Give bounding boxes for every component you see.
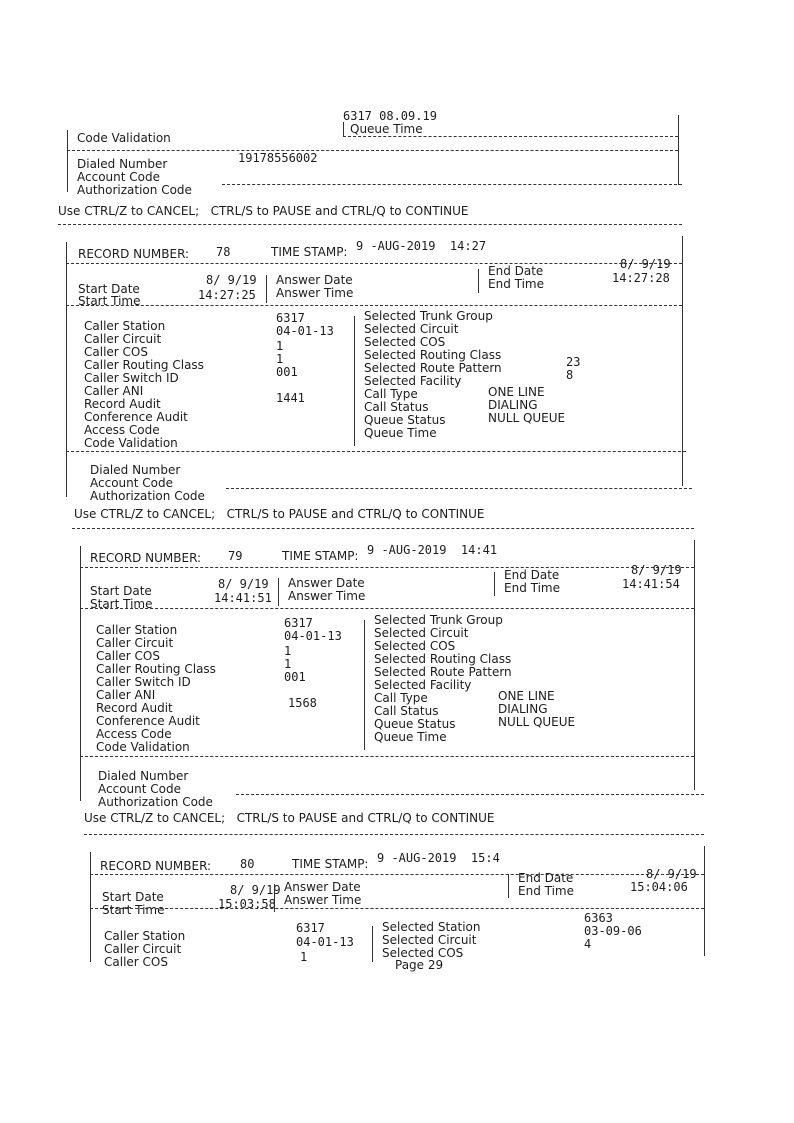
facility: 8	[566, 368, 574, 382]
end-time-label: End Time	[488, 277, 544, 291]
call-status-label: Call Status	[364, 400, 429, 414]
divider	[343, 136, 678, 137]
answer-time-label: Answer Time	[284, 893, 362, 907]
code-validation-label: Code Validation	[77, 131, 171, 145]
answer-time-label: Answer Time	[288, 589, 366, 603]
end-date: 8/ 9/19	[646, 867, 697, 881]
selected-station-label: Selected Station	[382, 920, 481, 934]
account-code-label: Account Code	[98, 782, 181, 796]
conference-audit-label: Conference Audit	[96, 714, 200, 728]
caller-cos-label: Caller COS	[84, 345, 148, 359]
route-pattern: 23	[566, 355, 581, 369]
divider	[67, 150, 678, 151]
queue-time-label: Queue Time	[350, 122, 423, 136]
selected-cos-label: Selected COS	[364, 335, 446, 349]
start-date: 8/ 9/19	[206, 273, 257, 287]
caller-switch-id: 001	[276, 365, 298, 379]
divider	[72, 528, 694, 529]
conference-audit-label: Conference Audit	[84, 410, 188, 424]
time-stamp-label: TIME STAMP:	[292, 857, 369, 871]
caller-circuit: 04-01-13	[276, 324, 334, 338]
answer-date-label: Answer Date	[284, 880, 361, 894]
start-time-label: Start Time	[102, 903, 165, 917]
queue-status: NULL QUEUE	[498, 715, 576, 729]
control-line: Use CTRL/Z to CANCEL; CTRL/S to PAUSE and CTRL/Q to CONTINUE	[84, 811, 495, 825]
caller-switch-id: 001	[284, 670, 306, 684]
caller-ani-label: Caller ANI	[96, 688, 156, 702]
selected-circuit-label: Selected Circuit	[364, 322, 459, 336]
queue-time-label: Queue Time	[374, 730, 447, 744]
caller-cos: 1	[284, 644, 292, 658]
selected-route-pattern-label: Selected Route Pattern	[364, 361, 502, 375]
caller-switch-id-label: Caller Switch ID	[84, 371, 179, 385]
record-number-label: RECORD NUMBER:	[100, 859, 212, 873]
answer-date-label: Answer Date	[276, 273, 353, 287]
answer-date-label: Answer Date	[288, 576, 365, 590]
selected-cos: 4	[584, 937, 592, 951]
caller-station-label: Caller Station	[104, 929, 186, 943]
caller-station-label: Caller Station	[96, 623, 178, 637]
authorization-code-label: Authorization Code	[77, 183, 192, 197]
caller-cos: 1	[300, 950, 308, 964]
call-type-label: Call Type	[374, 691, 428, 705]
caller-switch-id-label: Caller Switch ID	[96, 675, 191, 689]
selected-routing-class-label: Selected Routing Class	[364, 348, 502, 362]
divider	[58, 224, 682, 225]
call-type: ONE LINE	[498, 689, 555, 703]
caller-cos: 1	[276, 339, 284, 353]
end-time: 14:41:54	[622, 577, 680, 591]
page-header: 6317 08.09.19	[343, 109, 437, 123]
dialed-number-label: Dialed Number	[98, 769, 189, 783]
time-stamp: 9 -AUG-2019 15:4	[377, 851, 500, 865]
divider	[343, 122, 344, 136]
caller-circuit-label: Caller Circuit	[84, 332, 162, 346]
time-stamp-label: TIME STAMP:	[282, 549, 359, 563]
queue-status-label: Queue Status	[374, 717, 456, 731]
call-record	[66, 236, 686, 506]
divider	[678, 115, 679, 185]
end-time: 14:27:28	[612, 271, 670, 285]
record-audit: 1441	[276, 391, 305, 405]
end-date-label: End Date	[504, 568, 560, 582]
queue-status-label: Queue Status	[364, 413, 446, 427]
selected-trunk-group-label: Selected Trunk Group	[364, 309, 493, 323]
call-type: ONE LINE	[488, 385, 545, 399]
record-number-label: RECORD NUMBER:	[78, 247, 190, 261]
authorization-code-label: Authorization Code	[98, 795, 213, 809]
start-date-label: Start Date	[78, 282, 140, 296]
authorization-code-label: Authorization Code	[90, 489, 205, 503]
call-type-label: Call Type	[364, 387, 418, 401]
selected-facility-label: Selected Facility	[364, 374, 462, 388]
caller-circuit: 04-01-13	[296, 935, 354, 949]
caller-circuit: 04-01-13	[284, 629, 342, 643]
caller-station: 6317	[276, 311, 305, 325]
selected-circuit: 03-09-06	[584, 924, 642, 938]
selected-cos-label: Selected COS	[374, 639, 456, 653]
end-date-label: End Date	[518, 871, 574, 885]
selected-facility-label: Selected Facility	[374, 678, 472, 692]
selected-circuit-label: Selected Circuit	[382, 933, 477, 947]
record-audit-label: Record Audit	[84, 397, 161, 411]
caller-routing-class-label: Caller Routing Class	[84, 358, 204, 372]
end-date-label: End Date	[488, 264, 544, 278]
start-time: 14:41:51	[214, 591, 272, 605]
end-time: 15:04:06	[630, 880, 688, 894]
control-line: Use CTRL/Z to CANCEL; CTRL/S to PAUSE and CTRL/Q to CONTINUE	[74, 507, 485, 521]
queue-status: NULL QUEUE	[488, 411, 566, 425]
divider	[67, 130, 68, 192]
account-code-label: Account Code	[90, 476, 173, 490]
selected-routing-class-label: Selected Routing Class	[374, 652, 512, 666]
time-stamp: 9 -AUG-2019 14:27	[356, 239, 487, 253]
dialed-number-value: 19178556002	[238, 151, 318, 165]
caller-routing-class: 1	[276, 352, 284, 366]
code-validation-label: Code Validation	[96, 740, 190, 754]
record-number: 78	[216, 245, 231, 259]
caller-station: 6317	[284, 616, 313, 630]
time-stamp: 9 -AUG-2019 14:41	[367, 543, 498, 557]
call-status: DIALING	[498, 702, 548, 716]
caller-routing-class-label: Caller Routing Class	[96, 662, 216, 676]
start-date: 8/ 9/19	[218, 577, 269, 591]
selected-cos-label: Selected COS	[382, 946, 464, 960]
caller-station: 6317	[296, 921, 325, 935]
queue-time-label: Queue Time	[364, 426, 437, 440]
selected-trunk-group-label: Selected Trunk Group	[374, 613, 503, 627]
end-time-label: End Time	[504, 581, 560, 595]
code-validation-label: Code Validation	[84, 436, 178, 450]
access-code-label: Access Code	[84, 423, 160, 437]
record-audit-label: Record Audit	[96, 701, 173, 715]
record-audit: 1568	[288, 696, 317, 710]
dialed-number-label: Dialed Number	[90, 463, 181, 477]
start-time: 14:27:25	[198, 288, 256, 302]
time-stamp-label: TIME STAMP:	[271, 245, 348, 259]
start-time: 15:03:58	[218, 897, 276, 911]
start-time-label: Start Time	[90, 597, 153, 611]
selected-route-pattern-label: Selected Route Pattern	[374, 665, 512, 679]
caller-routing-class: 1	[284, 657, 292, 671]
dialed-number-label: Dialed Number	[77, 157, 168, 171]
record-number-label: RECORD NUMBER:	[90, 551, 202, 565]
call-record	[90, 846, 710, 976]
selected-circuit-label: Selected Circuit	[374, 626, 469, 640]
record-number: 80	[240, 857, 255, 871]
call-status-label: Call Status	[374, 704, 439, 718]
start-date: 8/ 9/19	[230, 883, 281, 897]
record-number: 79	[228, 549, 243, 563]
caller-cos-label: Caller COS	[104, 955, 168, 969]
divider	[222, 184, 682, 185]
caller-station-label: Caller Station	[84, 319, 166, 333]
divider	[84, 834, 704, 835]
access-code-label: Access Code	[96, 727, 172, 741]
caller-ani-label: Caller ANI	[84, 384, 144, 398]
page-number: Page 29	[395, 958, 444, 972]
call-status: DIALING	[488, 398, 538, 412]
account-code-label: Account Code	[77, 170, 160, 184]
start-date-label: Start Date	[102, 890, 164, 904]
caller-circuit-label: Caller Circuit	[96, 636, 174, 650]
start-date-label: Start Date	[90, 584, 152, 598]
end-time-label: End Time	[518, 884, 574, 898]
control-line: Use CTRL/Z to CANCEL; CTRL/S to PAUSE and CTRL/Q to CONTINUE	[58, 204, 469, 218]
call-record	[80, 540, 700, 810]
start-time-label: Start Time	[78, 294, 141, 308]
selected-station: 6363	[584, 911, 613, 925]
end-date: 8/ 9/19	[631, 563, 682, 577]
caller-cos-label: Caller COS	[96, 649, 160, 663]
answer-time-label: Answer Time	[276, 286, 354, 300]
end-date: 8/ 9/19	[620, 257, 671, 271]
caller-circuit-label: Caller Circuit	[104, 942, 182, 956]
